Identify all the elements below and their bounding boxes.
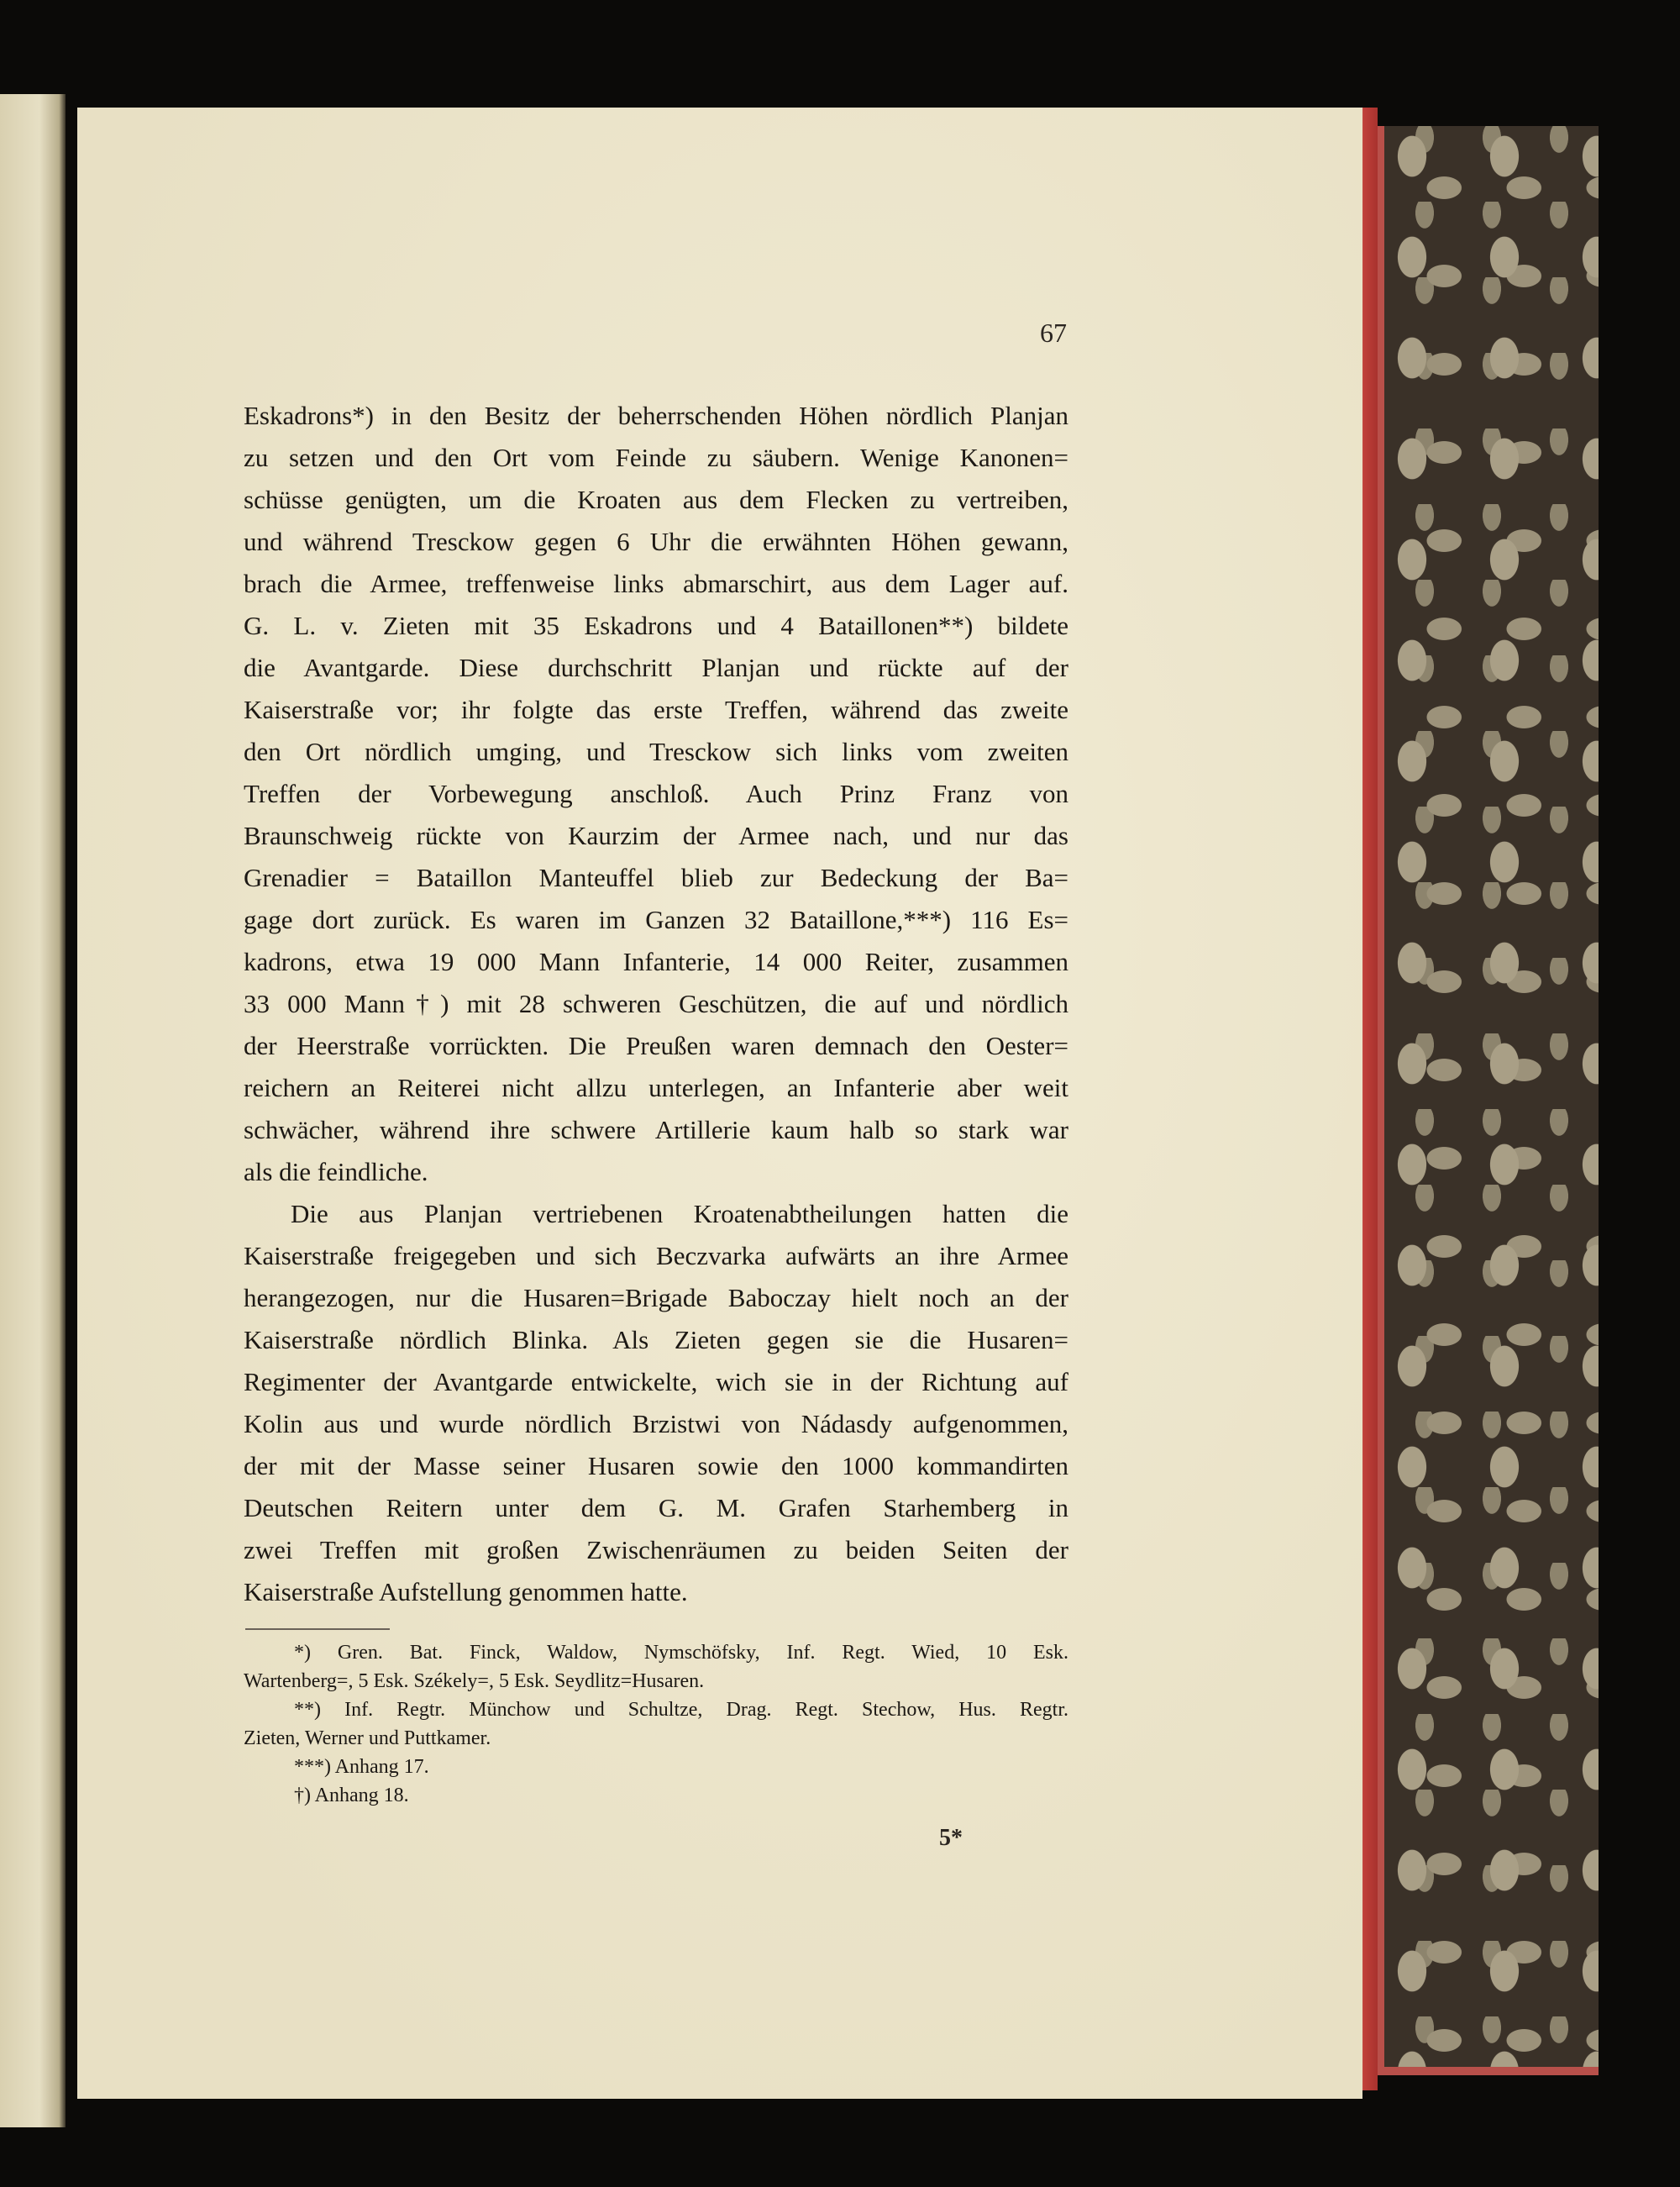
left-page-edge (0, 94, 66, 2127)
text-line: 33 000 Mann†) mit 28 schweren Geschützen, die auf und nördlich (244, 989, 1068, 1018)
text-line: der Heerstraße vorrückten. Die Preußen waren demnach den Oester= (244, 1031, 1068, 1060)
text-line: Kaiserstraße nördlich Blinka. Als Zieten gegen sie die Husaren= (244, 1325, 1068, 1354)
text-line: schüsse genügten, um die Kroaten aus dem Flecken zu vertreiben, (244, 485, 1068, 514)
body-text (244, 395, 1068, 1613)
text-line: gage dort zurück. Es waren im Ganzen 32 Bataillone,***) 116 Es= (244, 905, 1068, 934)
book-cover-pattern (1378, 126, 1599, 2075)
text-line: als die feindliche. (244, 1157, 428, 1186)
text-line: herangezogen, nur die Husaren=Brigade Baboczay hielt noch an der (244, 1283, 1068, 1312)
text-line: Kolin aus und wurde nördlich Brzistwi von Nádasdy aufgenommen, (244, 1409, 1068, 1438)
text-line: Kaiserstraße Aufstellung genommen hatte. (244, 1577, 688, 1606)
footnotes (244, 1638, 1068, 1810)
text-line: Eskadrons*) in den Besitz der beherrschenden Höhen nördlich Planjan (244, 401, 1068, 430)
text-line: die Avantgarde. Diese durchschritt Planjan und rückte auf der (244, 653, 1068, 682)
footnote-line: *) Gren. Bat. Finck, Waldow, Nymschöfsky, Inf. Regt. Wied, 10 Esk. (294, 1642, 1068, 1664)
text-line: Kaiserstraße vor; ihr folgte das erste Treffen, während das zweite (244, 695, 1068, 724)
footnote-separator (245, 1628, 390, 1630)
text-line: Kaiserstraße freigegeben und sich Beczvarka aufwärts an ihre Armee (244, 1241, 1068, 1270)
text-line: den Ort nördlich umging, und Tresckow sich links vom zweiten (244, 737, 1068, 766)
text-line: Treffen der Vorbewegung anschloß. Auch Prinz Franz von (244, 779, 1068, 808)
text-line: schwächer, während ihre schwere Artillerie kaum halb so stark war (244, 1115, 1068, 1144)
text-line: Die aus Planjan vertriebenen Kroatenabtheilungen hatten die (291, 1199, 1068, 1228)
signature-mark: 5* (939, 1825, 963, 1851)
text-line: Regimenter der Avantgarde entwickelte, wich sie in der Richtung auf (244, 1367, 1068, 1396)
text-line: der mit der Masse seiner Husaren sowie den 1000 kommandirten (244, 1451, 1068, 1480)
text-line: G. L. v. Zieten mit 35 Eskadrons und 4 Bataillonen**) bildete (244, 611, 1068, 640)
text-line: brach die Armee, treffenweise links abmarschirt, aus dem Lager auf. (244, 569, 1068, 598)
text-line: Deutschen Reitern unter dem G. M. Grafen Starhemberg in (244, 1493, 1068, 1522)
footnote-line: Wartenberg=, 5 Esk. Székely=, 5 Esk. Seydlitz=Husaren. (244, 1670, 705, 1692)
text-line: reichern an Reiterei nicht allzu unterlegen, an Infanterie aber weit (244, 1073, 1068, 1102)
text-line: Grenadier = Bataillon Manteuffel blieb zur Bedeckung der Ba= (244, 863, 1068, 892)
footnote-line: Zieten, Werner und Puttkamer. (244, 1727, 491, 1749)
footnote-line: **) Inf. Regtr. Münchow und Schultze, Drag. Regt. Stechow, Hus. Regtr. (294, 1699, 1068, 1721)
page-number: 67 (1040, 318, 1067, 348)
text-line: und während Tresckow gegen 6 Uhr die erwähnten Höhen gewann, (244, 527, 1068, 556)
text-line: zu setzen und den Ort vom Feinde zu säubern. Wenige Kanonen= (244, 443, 1068, 472)
text-line: kadrons, etwa 19 000 Mann Infanterie, 14 000 Reiter, zusammen (244, 947, 1068, 976)
text-line: Braunschweig rückte von Kaurzim der Armee nach, und nur das (244, 821, 1068, 850)
footnote-line: †) Anhang 18. (294, 1785, 409, 1806)
footnote-line: ***) Anhang 17. (294, 1756, 429, 1778)
text-line: zwei Treffen mit großen Zwischenräumen zu beiden Seiten der (244, 1535, 1068, 1564)
